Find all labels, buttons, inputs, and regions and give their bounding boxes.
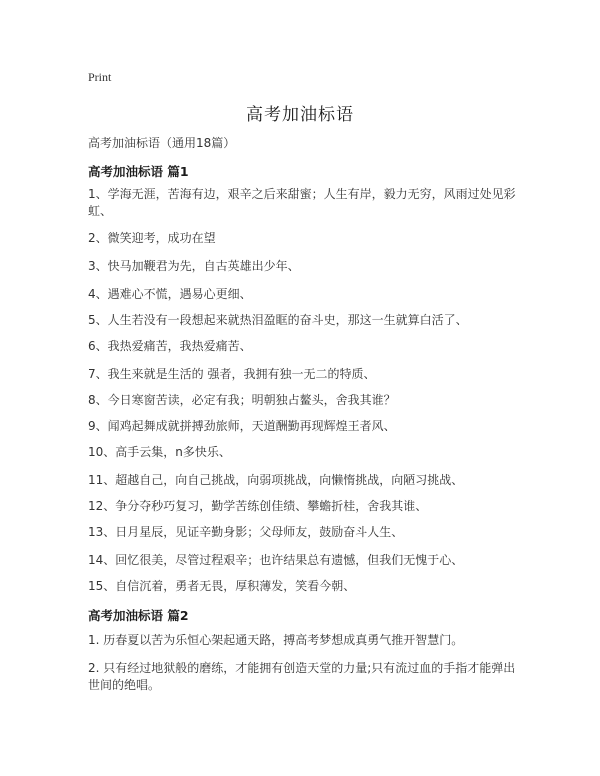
list-item: 3、快马加鞭君为先，自古英雄出少年、	[88, 259, 300, 273]
list-item: 9、闻鸡起舞成就拼搏劲旅师，天道酬勤再现辉煌王者风、	[88, 419, 396, 433]
list-item: 1、学海无涯，苦海有边，艰辛之后来甜蜜；人生有岸，毅力无穷，风雨过处见彩虹、	[88, 187, 516, 218]
list-item: 15、自信沉着，勇者无畏，厚积薄发，笑看今朝、	[88, 579, 356, 593]
list-item: 6、我热爱痛苦，我热爱痛苦、	[88, 339, 252, 353]
list-item: 4、遇难心不慌，遇易心更细、	[88, 287, 252, 301]
list-item: 11、超越自己，向自己挑战，向弱项挑战，向懒惰挑战，向陋习挑战、	[88, 473, 464, 487]
print-label[interactable]: Print	[88, 70, 112, 84]
list-item: 7、我生来就是生活的 强者，我拥有独一无二的特质、	[88, 367, 376, 381]
list-item: 12、争分夺秒巧复习，勤学苦练创佳绩、攀蟾折桂，舍我其谁、	[88, 499, 428, 513]
list-item: 2. 只有经过地狱般的磨练，才能拥有创造天堂的力量;只有流过血的手指才能弹出世间的绝唱。	[88, 661, 516, 692]
section-heading: 高考加油标语 篇1	[88, 164, 189, 179]
list-item: 1. 历春夏以苦为乐恒心架起通天路，搏高考梦想成真勇气推开智慧门。	[88, 633, 464, 647]
list-item: 5、人生若没有一段想起来就热泪盈眶的奋斗史，那这一生就算白活了、	[88, 313, 468, 327]
list-item: 13、日月星辰，见证辛勤身影；父母师友，鼓励奋斗人生、	[88, 525, 404, 539]
list-item: 14、回忆很美，尽管过程艰辛；也许结果总有遗憾，但我们无愧于心、	[88, 553, 464, 567]
list-item: 10、高手云集，n多快乐、	[88, 445, 231, 459]
list-item: 8、今日寒窗苦读，必定有我；明朝独占鳌头，舍我其谁？	[88, 393, 396, 407]
document-subtitle: 高考加油标语（通用18篇）	[88, 136, 236, 150]
list-item: 2、微笑迎考，成功在望	[88, 231, 216, 245]
section-heading: 高考加油标语 篇2	[88, 608, 189, 623]
page-title: 高考加油标语	[246, 105, 354, 125]
